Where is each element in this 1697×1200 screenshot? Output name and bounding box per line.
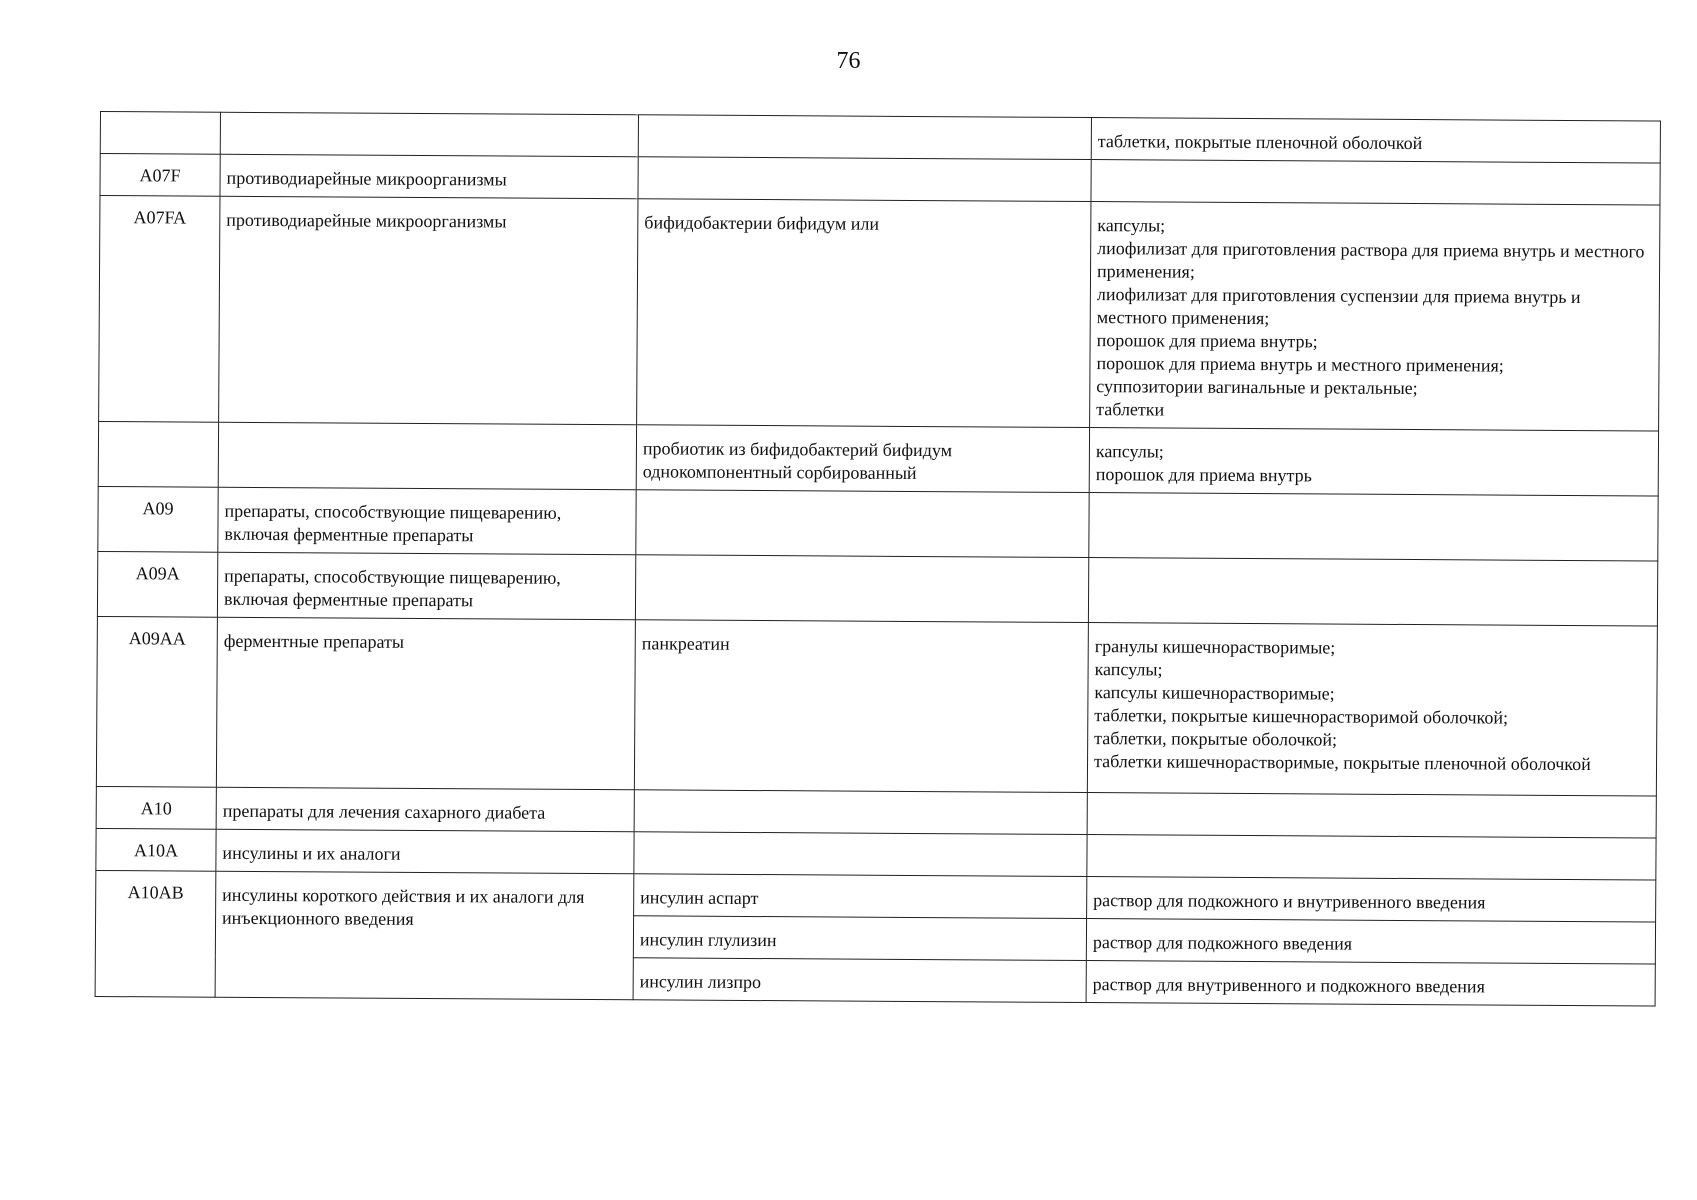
drug-name-cell: панкреатин [634, 620, 1088, 793]
dosage-form-line: капсулы кишечнорастворимые; [1094, 682, 1335, 704]
table-row [98, 421, 1658, 496]
drug-name-cell: инсулин аспарт [634, 874, 1087, 919]
drug-name-cell [636, 490, 1089, 558]
dosage-form-cell [1087, 793, 1656, 838]
dosage-form-cell [1087, 835, 1656, 880]
drug-name-cell: пробиотик из бифидобактерий бифидум однокомпонентный сорбированный [636, 425, 1089, 493]
dosage-form-cell [1090, 202, 1660, 431]
dosage-form-cell [1091, 118, 1660, 163]
dosage-form-cell [1087, 623, 1657, 796]
dosage-form-line: таблетки, покрытые оболочкой; [1094, 728, 1338, 750]
atc-code-cell: A09A [97, 551, 217, 617]
anatomical-therapeutic-group-cell [218, 422, 636, 490]
dosage-form-cell [1088, 558, 1657, 626]
drug-name-cell: инсулин лизпро [633, 958, 1086, 1003]
dosage-form-line: лиофилизат для приготовления раствора для приема внутрь и местного применения; [1096, 238, 1645, 282]
atc-code-cell: A09AA [96, 616, 217, 787]
anatomical-therapeutic-group-cell: инсулины короткого действия и их аналоги для инъекционного введения [215, 871, 634, 1000]
dosage-form-line: порошок для приема внутрь [1095, 464, 1312, 486]
anatomical-therapeutic-group-cell: ферментные препараты [216, 617, 635, 790]
table-row [98, 486, 1658, 561]
atc-code-cell: A10AB [95, 870, 216, 997]
dosage-form-line: таблетки, покрытые кишечнорастворимой оболочкой; [1094, 705, 1509, 728]
dosage-form-cell [1086, 961, 1655, 1006]
dosage-form-line: раствор для внутривенного и подкожного введения [1092, 974, 1485, 997]
dosage-form-line: порошок для приема внутрь и местного применения; [1096, 353, 1504, 376]
table-row [96, 870, 1656, 922]
table-row [99, 196, 1660, 432]
dosage-form-line: гранулы кишечнорастворимые; [1094, 636, 1336, 658]
atc-code-cell [100, 112, 220, 155]
anatomical-therapeutic-group-cell: препараты для лечения сахарного диабета [216, 787, 634, 832]
drug-name-cell: инсулин глулизин [633, 916, 1086, 961]
dosage-form-line: капсулы; [1097, 215, 1166, 236]
drug-name-cell: бифидобактерии бифидум или [637, 199, 1091, 428]
dosage-form-cell [1091, 160, 1660, 205]
drug-name-cell [638, 157, 1091, 202]
dosage-form-line: капсулы; [1094, 659, 1163, 680]
atc-code-cell [98, 421, 218, 487]
drug-name-cell [634, 790, 1087, 835]
atc-code-cell: A09 [98, 486, 218, 552]
dosage-form-cell [1087, 877, 1656, 922]
dosage-form-cell [1086, 919, 1655, 964]
anatomical-therapeutic-group-cell: препараты, способствующие пищеварению, включая ферментные препараты [217, 552, 635, 620]
dosage-form-cell [1089, 493, 1658, 561]
drug-name-cell [638, 115, 1091, 160]
table-row [96, 616, 1657, 796]
atc-code-cell: A07F [100, 154, 220, 197]
dosage-form-cell [1089, 428, 1658, 496]
atc-code-cell: A10A [96, 828, 216, 871]
dosage-form-line: таблетки [1096, 399, 1165, 420]
medication-table-body [95, 112, 1660, 1007]
medication-table [95, 111, 1661, 1007]
dosage-form-line: таблетки кишечнорастворимые, покрытые пленочной оболочкой [1093, 751, 1591, 775]
dosage-form-line: лиофилизат для приготовления суспензии для приема внутрь и местного применения; [1096, 284, 1581, 329]
anatomical-therapeutic-group-cell: инсулины и их аналоги [216, 829, 634, 874]
dosage-form-line: суппозитории вагинальные и ректальные; [1096, 376, 1418, 399]
dosage-form-line: капсулы; [1095, 441, 1164, 462]
atc-code-cell: A07FA [99, 196, 220, 423]
anatomical-therapeutic-group-cell: противодиарейные микроорганизмы [219, 196, 638, 425]
dosage-form-line: раствор для подкожного и внутривенного введения [1093, 890, 1486, 913]
anatomical-therapeutic-group-cell [220, 112, 638, 157]
page-number: 76 [836, 48, 861, 74]
anatomical-therapeutic-group-cell: противодиарейные микроорганизмы [220, 154, 638, 199]
atc-code-cell: A10 [96, 786, 216, 829]
anatomical-therapeutic-group-cell: препараты, способствующие пищеварению, включая ферментные препараты [218, 487, 636, 555]
drug-name-cell [635, 555, 1088, 623]
dosage-form-line: раствор для подкожного введения [1092, 932, 1353, 954]
table-row [97, 551, 1657, 626]
dosage-form-line: таблетки, покрытые пленочной оболочкой [1097, 131, 1423, 154]
drug-name-cell [634, 832, 1087, 877]
dosage-form-line: порошок для приема внутрь; [1096, 330, 1318, 352]
